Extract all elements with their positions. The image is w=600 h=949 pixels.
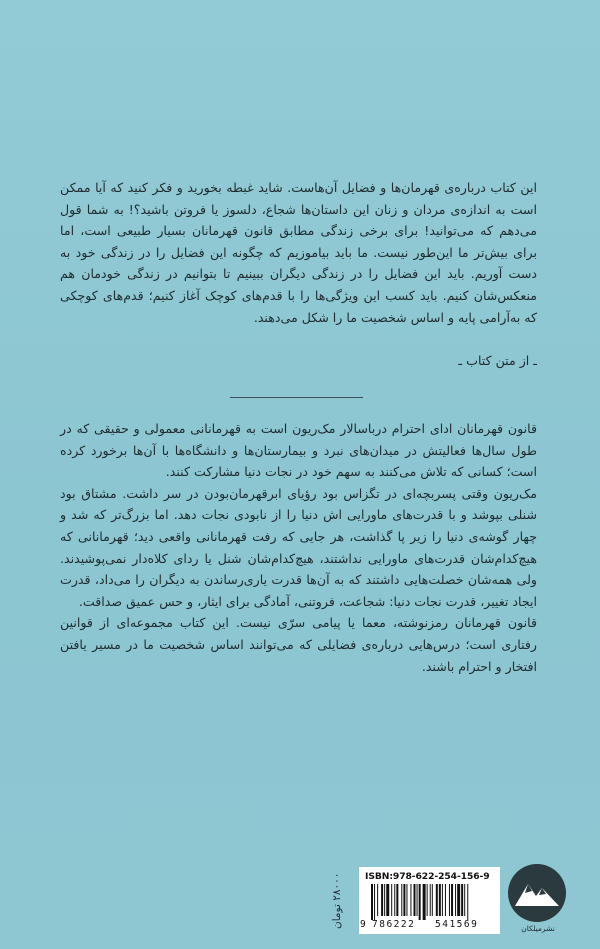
barcode-block [359, 867, 500, 934]
barcode-digit-lead: 9 [360, 919, 366, 930]
price-label: ۲۸۰۰۰ تومان [331, 872, 343, 930]
excerpt-source: ـ از متن کتاب ـ [458, 353, 537, 368]
barcode-digit-group-2: 541569 [435, 919, 479, 930]
body-paragraph-1: قانون قهرمانان ادای احترام درباسالار مک‌ریون است به قهرمانانی معمولی و حقیقی که در طول سال‌ها فعالیتش در میدان‌های نبرد و بیمارستان‌ها و دانشگاه‌ها با آن‌ها برخورد کرده است؛ کسانی که تلاش می‌کنند به سهم خود در نجات دنیا مشارکت کنند. [60, 421, 537, 480]
body-paragraph-3: قانون قهرمانان رمزنوشته، معما یا پیامی سرّی نیست. این کتاب مجموعه‌ای از قوانین رفتاری است؛ درس‌هایی درباره‌ی فضایلی که می‌توانند اساس شخصیت ما در مسیر یافتن افتخار و احترام باشند. [60, 615, 537, 674]
divider-line [230, 397, 363, 398]
publisher-name: نشرمیلکان [521, 924, 555, 933]
barcode-digit-group-1: 786222 [372, 919, 416, 930]
body-text [60, 418, 537, 677]
excerpt-paragraph: این کتاب درباره‌ی قهرمان‌ها و فضایل آن‌هاست. شاید غبطه بخورید و فکر کنید که آیا ممکن است به اندازه‌ی مردان و زنان این داستان‌ها شجاع، دلسوز یا فروتن باشید؟! به شما قول می‌دهم که می‌توانید! برای برخی زندگی مطابق قانون قهرمانان بسیار طبیعی است، اما برای بیش‌تر ما این‌طور نیست. ما باید بیاموزیم که چگونه این فضایل را در زندگی خود به دست آوریم. باید این فضایل را در زندگی دیگران ببینیم تا بتوانیم در زندگی خودمان هم منعکس‌شان کنیم. باید کسب این ویژگی‌ها را با قدم‌های کوچک آغاز کنیم؛ قدم‌های کوچکی که به‌آرامی پایه و اساس شخصیت ما را شکل می‌دهند. [60, 180, 537, 325]
body-paragraph-2: مک‌ریون وقتی پسربچه‌ای در تگزاس بود رؤیای ابرقهرمان‌بودن در سر داشت. مشتاق بود شنلی بپوشد و با قدرت‌های ماورایی اش دنیا را از نابودی نجات دهد. اما بزرگ‌تر که شد و چهار گوشه‌ی دنیا را زیر پا گذاشت، هر جایی که رفت قهرمانانی واقعی دید؛ قهرمانانی که هیچ‌کدام‌شان قدرت‌های ماورایی نداشتند، هیچ‌کدام‌شان شنل یا ردای کلاه‌دار نمی‌پوشیدند. ولی همه‌شان خصلت‌هایی داشتند که به آن‌ها قدرت یاری‌رساندن به دیگران را می‌داد، قدرت ایجاد تغییر، قدرت نجات دنیا: شجاعت، فروتنی، آمادگی برای ایثار، و حس عمیق صداقت. [60, 485, 537, 609]
isbn-label: ISBN:978-622-254-156-9 [365, 871, 490, 882]
barcode-bars [361, 884, 498, 920]
publisher-logo-icon [506, 862, 568, 924]
